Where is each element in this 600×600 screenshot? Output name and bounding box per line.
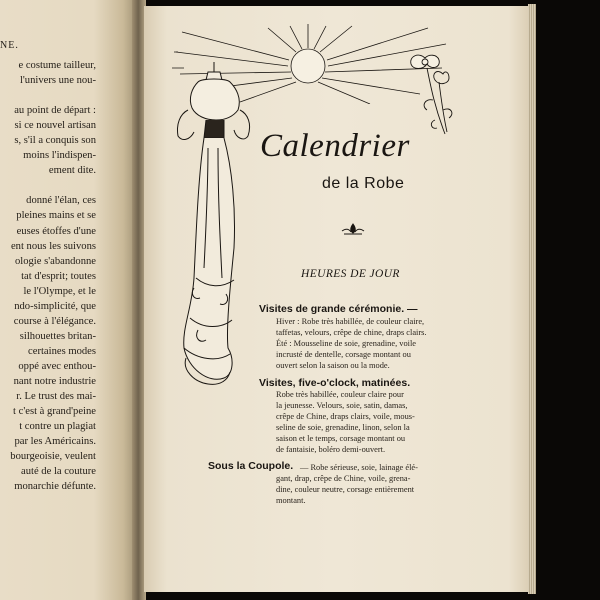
text-line: de fantaisie, boléro demi-ouvert. — [276, 445, 386, 455]
text-line: si ce nouvel artisan — [14, 120, 96, 132]
text-line: l'univers une nou- — [19, 75, 96, 87]
text-line: saison et le temps, corsage montant ou — [276, 434, 406, 444]
text-line: ologie s'abandonne — [14, 255, 96, 267]
entry-heading: Visites de grande cérémonie. — — [259, 303, 418, 315]
text-line: Hiver : Robe très habillée, de couleur claire, — [276, 317, 425, 326]
text-line: Été : Mousseline de soie, grenadine, voile — [276, 339, 417, 349]
text-line: course à l'élégance. — [13, 315, 96, 327]
text-line: auté de la couture — [21, 466, 96, 478]
section-heading: HEURES DE JOUR — [301, 268, 400, 280]
text-line: pleines mains et se — [16, 210, 96, 222]
entry-heading: Sous la Coupole. — [208, 460, 294, 472]
text-line: Robe très habillée, couleur claire pour — [276, 390, 404, 399]
text-line: euses étoffes d'une — [16, 225, 96, 237]
left-page — [0, 0, 134, 600]
text-line: e costume tailleur, — [18, 60, 96, 71]
text-line: la jeunesse. Velours, soie, satin, damas, — [276, 401, 408, 411]
left-page-running-head: NE. — [0, 40, 19, 51]
text-line: gant, drap, crêpe de Chine, voile, grena- — [276, 474, 411, 484]
text-line: r. Le trust des mai- — [16, 391, 96, 403]
text-line: taffetas, velours, crêpe de chine, draps clairs. — [276, 328, 427, 338]
text-line: ement dite. — [48, 165, 96, 177]
page-title: Calendrier — [260, 128, 410, 164]
text-line: certaines modes — [28, 345, 96, 357]
entry-body — [276, 462, 418, 506]
text-line: le l'Olympe, et le — [23, 285, 96, 297]
entry-heading: Visites, five-o'clock, matinées. — [259, 377, 411, 389]
text-line: ent nous les suivons — [10, 240, 96, 252]
text-line: nant notre industrie — [13, 375, 96, 387]
left-page-text — [0, 58, 96, 494]
text-line: tat d'esprit; toutes — [21, 270, 96, 282]
text-line: bourgeoisie, veulent — [10, 451, 96, 463]
text-line: crêpe de Chine, draps clairs, voile, mous- — [276, 412, 415, 422]
page-edges — [528, 4, 536, 594]
flower-illustration — [405, 48, 461, 138]
ornament-icon — [340, 222, 366, 236]
text-line: au point de départ : — [14, 105, 96, 117]
text-line: t contre un plagiat — [19, 421, 96, 433]
text-line: incrusté de dentelle, corsage montant ou — [276, 350, 411, 360]
text-line: — Robe sérieuse, soie, lainage élé- — [300, 463, 418, 472]
entry-body — [276, 389, 415, 456]
text-line: par les Américains. — [14, 436, 96, 448]
text-line: silhouettes britan- — [19, 330, 96, 342]
entry-body — [276, 316, 427, 371]
text-line: dine, couleur neutre, corsage entièrement — [276, 485, 415, 495]
text-line: seline de soie, grenadine, linon, selon la — [276, 423, 410, 433]
text-line: s, s'il a conquis son — [14, 135, 96, 147]
text-line: oppé avec enthou- — [18, 360, 96, 372]
text-line: t c'est à grand'peine — [13, 406, 96, 418]
page-subtitle: de la Robe — [322, 175, 405, 192]
dress-mannequin-illustration — [168, 58, 264, 394]
text-line: ndo-simplicité, que — [14, 300, 96, 312]
text-line: moins l'indispen- — [23, 150, 96, 162]
text-line: montant. — [276, 496, 306, 506]
text-line: donné l'élan, ces — [26, 195, 96, 207]
text-line — [0, 178, 96, 193]
text-line — [0, 88, 96, 103]
text-line: ouvert selon la saison ou la mode. — [276, 361, 390, 371]
text-line: monarchie défunte. — [14, 481, 96, 493]
